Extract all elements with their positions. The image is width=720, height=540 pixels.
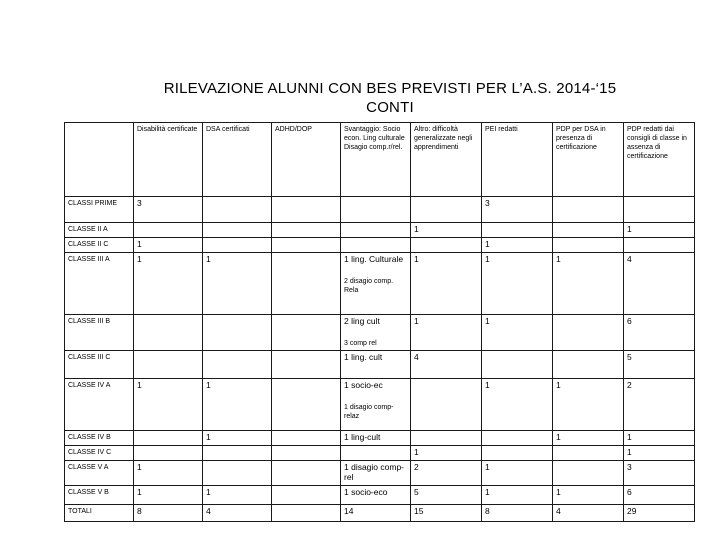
pdp-dsa-cell	[553, 379, 624, 431]
altro-cell	[411, 505, 482, 522]
dsa-cell	[203, 486, 272, 505]
cell-value: 15	[414, 506, 424, 516]
dsa-cell	[203, 315, 272, 351]
table-row	[65, 461, 695, 486]
cell-value: TOTALI	[68, 508, 92, 515]
cell-value: 1	[556, 432, 561, 442]
title-line-2: CONTI	[366, 99, 414, 116]
pei-cell	[482, 223, 553, 238]
pei-cell	[482, 486, 553, 505]
table-row	[65, 238, 695, 253]
class-label	[65, 379, 134, 431]
cell-value: 3	[137, 198, 142, 208]
page-title	[110, 79, 670, 117]
svantaggio-cell	[341, 461, 411, 486]
svantaggio-cell	[341, 351, 411, 379]
cell-value: 1	[137, 239, 142, 249]
cell-value: 2 ling cult	[344, 316, 380, 326]
cell-value: 1	[627, 224, 632, 234]
pdp-dsa-cell	[553, 461, 624, 486]
cell-value: 1	[137, 487, 142, 497]
pdp-cc-cell	[624, 238, 695, 253]
cell-value: 1 ling-cult	[344, 432, 381, 442]
svantaggio-cell	[341, 197, 411, 223]
disabilita-cell	[134, 446, 203, 461]
altro-cell	[411, 315, 482, 351]
dsa-cell	[203, 446, 272, 461]
cell-value: CLASSE IV C	[68, 449, 112, 456]
dsa-cell	[203, 351, 272, 379]
pdp-dsa-cell	[553, 315, 624, 351]
dsa-cell	[203, 461, 272, 486]
cell-value: 1	[627, 432, 632, 442]
dsa-cell	[203, 431, 272, 446]
pei-cell	[482, 461, 553, 486]
cell-value: 1	[485, 380, 490, 390]
column-header: ADHD/DOP	[272, 123, 341, 197]
cell-value: 1	[137, 462, 142, 472]
altro-cell	[411, 461, 482, 486]
adhd-cell	[272, 238, 341, 253]
cell-value: 5	[414, 487, 419, 497]
adhd-cell	[272, 223, 341, 238]
disabilita-cell	[134, 238, 203, 253]
pdp-cc-cell	[624, 253, 695, 315]
disabilita-cell	[134, 197, 203, 223]
pdp-cc-cell	[624, 223, 695, 238]
table-row	[65, 379, 695, 431]
cell-value: 1	[485, 487, 490, 497]
pei-cell	[482, 446, 553, 461]
adhd-cell	[272, 253, 341, 315]
dsa-cell	[203, 197, 272, 223]
pdp-dsa-cell	[553, 505, 624, 522]
cell-subnote: Rela	[344, 287, 359, 294]
pdp-cc-cell	[624, 505, 695, 522]
cell-subnote: 2 disagio comp.	[344, 278, 394, 285]
adhd-cell	[272, 379, 341, 431]
cell-value: 3	[485, 198, 490, 208]
class-label	[65, 351, 134, 379]
adhd-cell	[272, 197, 341, 223]
cell-value: 8	[485, 506, 490, 516]
adhd-cell	[272, 461, 341, 486]
table-row	[65, 197, 695, 223]
pdp-dsa-cell	[553, 223, 624, 238]
pdp-cc-cell	[624, 379, 695, 431]
cell-value: 3	[627, 462, 632, 472]
cell-value: 1 disagio comp-rel	[344, 462, 405, 482]
column-header: Svantaggio: Socio econ. Ling culturale Disagio comp.r/rel.	[341, 123, 411, 197]
svantaggio-cell	[341, 505, 411, 522]
column-header: PDP redatti dai consigli di classe in assenza di certificazione	[624, 123, 695, 197]
cell-value: CLASSE IV A	[68, 382, 111, 389]
class-label	[65, 461, 134, 486]
cell-subnote: relaz	[344, 413, 360, 420]
table-row	[65, 431, 695, 446]
cell-value: 1	[485, 239, 490, 249]
disabilita-cell	[134, 223, 203, 238]
altro-cell	[411, 197, 482, 223]
table-row	[65, 505, 695, 522]
disabilita-cell	[134, 315, 203, 351]
altro-cell	[411, 351, 482, 379]
adhd-cell	[272, 486, 341, 505]
cell-value: CLASSE III C	[68, 354, 111, 361]
cell-value: 1	[414, 224, 419, 234]
cell-value: 1	[485, 462, 490, 472]
cell-value: 4	[414, 352, 419, 362]
cell-value: 1	[414, 316, 419, 326]
column-header: Altro: difficoltà generalizzate negli apprendimenti	[411, 123, 482, 197]
pdp-dsa-cell	[553, 351, 624, 379]
cell-value: 4	[206, 506, 211, 516]
pdp-dsa-cell	[553, 486, 624, 505]
adhd-cell	[272, 315, 341, 351]
pei-cell	[482, 351, 553, 379]
table-row	[65, 253, 695, 315]
dsa-cell	[203, 379, 272, 431]
table-row	[65, 351, 695, 379]
cell-value: CLASSI PRIME	[68, 200, 118, 207]
svantaggio-cell	[341, 238, 411, 253]
pei-cell	[482, 379, 553, 431]
cell-value: 1 ling. Culturale	[344, 254, 404, 264]
adhd-cell	[272, 351, 341, 379]
cell-value: 1	[137, 380, 142, 390]
pdp-cc-cell	[624, 486, 695, 505]
disabilita-cell	[134, 351, 203, 379]
altro-cell	[411, 431, 482, 446]
cell-value: 1	[627, 447, 632, 457]
pdp-cc-cell	[624, 446, 695, 461]
pdp-cc-cell	[624, 431, 695, 446]
pdp-cc-cell	[624, 461, 695, 486]
disabilita-cell	[134, 431, 203, 446]
altro-cell	[411, 379, 482, 431]
cell-value: 1	[556, 380, 561, 390]
svantaggio-cell	[341, 253, 411, 315]
cell-value: 1	[485, 254, 490, 264]
cell-value: 1	[206, 254, 211, 264]
cell-value: CLASSE V A	[68, 464, 109, 471]
pdp-dsa-cell	[553, 431, 624, 446]
pdp-dsa-cell	[553, 253, 624, 315]
cell-value: 1	[556, 487, 561, 497]
pei-cell	[482, 431, 553, 446]
cell-value: 6	[627, 316, 632, 326]
cell-subnote: 1 disagio comp-	[344, 404, 394, 411]
svantaggio-cell	[341, 379, 411, 431]
class-label	[65, 238, 134, 253]
cell-value: CLASSE V B	[68, 489, 109, 496]
disabilita-cell	[134, 461, 203, 486]
adhd-cell	[272, 431, 341, 446]
class-label	[65, 223, 134, 238]
cell-value: 1	[206, 380, 211, 390]
cell-value: 2	[414, 462, 419, 472]
table-row	[65, 446, 695, 461]
cell-value: 1 socio-eco	[344, 487, 388, 497]
dsa-cell	[203, 253, 272, 315]
table-row	[65, 486, 695, 505]
disabilita-cell	[134, 379, 203, 431]
cell-subnote: 3 comp rel	[344, 340, 377, 347]
dsa-cell	[203, 238, 272, 253]
table-row	[65, 223, 695, 238]
cell-value: 4	[627, 254, 632, 264]
column-header: PEI redatti	[482, 123, 553, 197]
class-label	[65, 315, 134, 351]
class-label	[65, 486, 134, 505]
pdp-dsa-cell	[553, 238, 624, 253]
svantaggio-cell	[341, 486, 411, 505]
class-label	[65, 505, 134, 522]
column-header: Disabilità certificate	[134, 123, 203, 197]
svantaggio-cell	[341, 223, 411, 238]
cell-value: 1 socio-ec	[344, 380, 383, 390]
disabilita-cell	[134, 505, 203, 522]
cell-value: 1 ling. cult	[344, 352, 383, 362]
svantaggio-cell	[341, 446, 411, 461]
altro-cell	[411, 223, 482, 238]
class-label	[65, 253, 134, 315]
cell-value: 1	[414, 254, 419, 264]
pdp-cc-cell	[624, 315, 695, 351]
cell-value: 1	[414, 447, 419, 457]
title-line-1: RILEVAZIONE ALUNNI CON BES PREVISTI PER L’A.S. 2014-‘15	[163, 80, 617, 97]
cell-value: 14	[344, 506, 354, 516]
cell-value: 8	[137, 506, 142, 516]
cell-value: CLASSE II C	[68, 241, 109, 248]
disabilita-cell	[134, 253, 203, 315]
table-row	[65, 315, 695, 351]
altro-cell	[411, 238, 482, 253]
column-header: PDP per DSA in presenza di certificazione	[553, 123, 624, 197]
svantaggio-cell	[341, 315, 411, 351]
adhd-cell	[272, 446, 341, 461]
cell-value: 4	[556, 506, 561, 516]
column-header	[65, 123, 134, 197]
pei-cell	[482, 505, 553, 522]
cell-value: CLASSE IV B	[68, 434, 111, 441]
cell-value: 2	[627, 380, 632, 390]
pei-cell	[482, 238, 553, 253]
cell-value: 1	[485, 316, 490, 326]
altro-cell	[411, 446, 482, 461]
cell-value: 5	[627, 352, 632, 362]
dsa-cell	[203, 505, 272, 522]
cell-value: CLASSE III A	[68, 256, 110, 263]
class-label	[65, 431, 134, 446]
pei-cell	[482, 253, 553, 315]
pdp-dsa-cell	[553, 197, 624, 223]
dsa-cell	[203, 223, 272, 238]
header-row	[65, 123, 695, 197]
cell-value: 29	[627, 506, 637, 516]
cell-value: CLASSE II A	[68, 226, 108, 233]
pdp-dsa-cell	[553, 446, 624, 461]
altro-cell	[411, 486, 482, 505]
cell-value: 6	[627, 487, 632, 497]
cell-value: 1	[206, 432, 211, 442]
pdp-cc-cell	[624, 197, 695, 223]
pdp-cc-cell	[624, 351, 695, 379]
altro-cell	[411, 253, 482, 315]
pei-cell	[482, 197, 553, 223]
column-header: DSA certificati	[203, 123, 272, 197]
cell-value: CLASSE III B	[68, 318, 111, 325]
pei-cell	[482, 315, 553, 351]
class-label	[65, 446, 134, 461]
class-label	[65, 197, 134, 223]
svantaggio-cell	[341, 431, 411, 446]
cell-value: 1	[137, 254, 142, 264]
disabilita-cell	[134, 486, 203, 505]
cell-value: 1	[206, 487, 211, 497]
adhd-cell	[272, 505, 341, 522]
bes-table	[64, 122, 695, 522]
cell-value: 1	[556, 254, 561, 264]
